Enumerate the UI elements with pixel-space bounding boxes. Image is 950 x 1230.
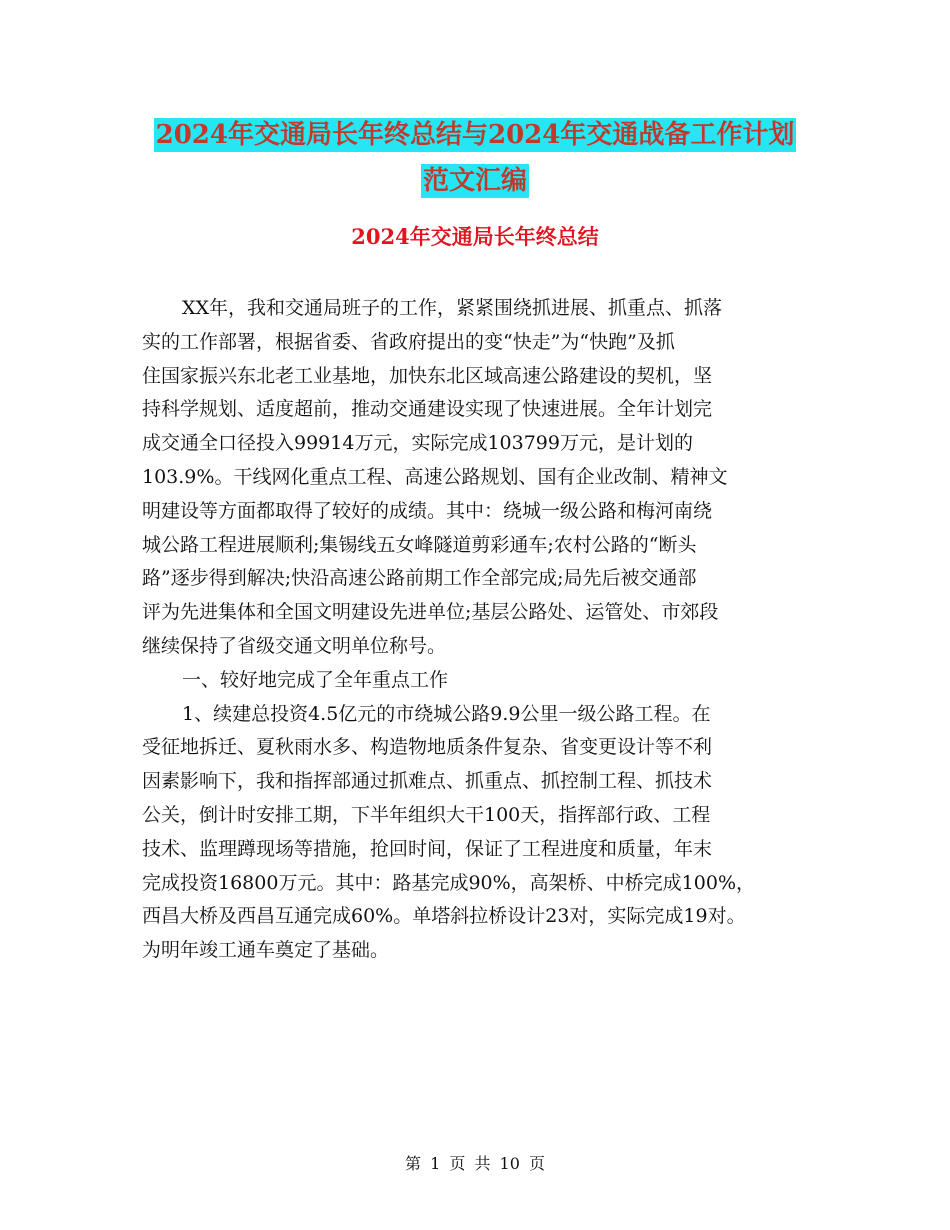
document-title-line-1: 2024年交通局长年终总结与2024年交通战备工作计划 — [155, 120, 795, 150]
body-line: 实的工作部署，根据省委、省政府提出的变“快走”为“快跑”及抓 — [142, 330, 675, 353]
body-line: 城公路工程进展顺利;集锡线五女峰隧道剪彩通车;农村公路的“断头 — [142, 533, 697, 556]
body-line: 103.9%。干线网化重点工程、高速公路规划、国有企业改制、精神文 — [142, 465, 728, 488]
body-line: 明建设等方面都取得了较好的成绩。其中：绕城一级公路和梅河南绕 — [142, 499, 713, 522]
subheading: 一、较好地完成了全年重点工作 — [182, 668, 449, 691]
body-line: 为明年竣工通车奠定了基础。 — [142, 939, 390, 962]
section-title: 2024年交通局长年终总结 — [351, 224, 599, 249]
body-line: XX年，我和交通局班子的工作，紧紧围绕抓进展、抓重点、抓落 — [182, 297, 723, 319]
body-line: 住国家振兴东北老工业基地，加快东北区域高速公路建设的契机，坚 — [142, 364, 713, 387]
document-title-line-2: 范文汇编 — [422, 166, 527, 196]
body-line: 技术、监理蹲现场等措施，抢回时间，保证了工程进度和质量，年末 — [142, 837, 713, 860]
body-line: 成交通全口径投入99914万元，实际完成103799万元，是计划的 — [142, 432, 693, 455]
body-line: 持科学规划、适度超前，推动交通建设实现了快速进展。全年计划完 — [142, 398, 713, 421]
body-line: 西昌大桥及西昌互通完成60%。单塔斜拉桥设计23对，实际完成19对。 — [142, 905, 746, 928]
body-line: 公关，倒计时安排工期，下半年组织大干100天，指挥部行政、工程 — [142, 803, 711, 826]
body-line: 1、续建总投资4.5亿元的市绕城公路9.9公里一级公路工程。在 — [182, 702, 711, 725]
body-line: 受征地拆迁、夏秋雨水多、构造物地质条件复杂、省变更设计等不利 — [142, 736, 713, 759]
document-body — [142, 292, 822, 968]
body-line: 继续保持了省级交通文明单位称号。 — [142, 634, 447, 657]
body-line: 完成投资16800万元。其中：路基完成90%，高架桥、中桥完成100%， — [142, 871, 755, 894]
page-footer: 第 1 页 共 10 页 — [405, 1154, 545, 1173]
body-line: 评为先进集体和全国文明建设先进单位;基层公路处、运管处、市郊段 — [142, 601, 719, 624]
body-line: 因素影响下，我和指挥部通过抓难点、抓重点、抓控制工程、抓技术 — [142, 770, 713, 793]
document-title — [0, 112, 950, 204]
body-line: 路”逐步得到解决;快沿高速公路前期工作全部完成;局先后被交通部 — [142, 567, 697, 590]
